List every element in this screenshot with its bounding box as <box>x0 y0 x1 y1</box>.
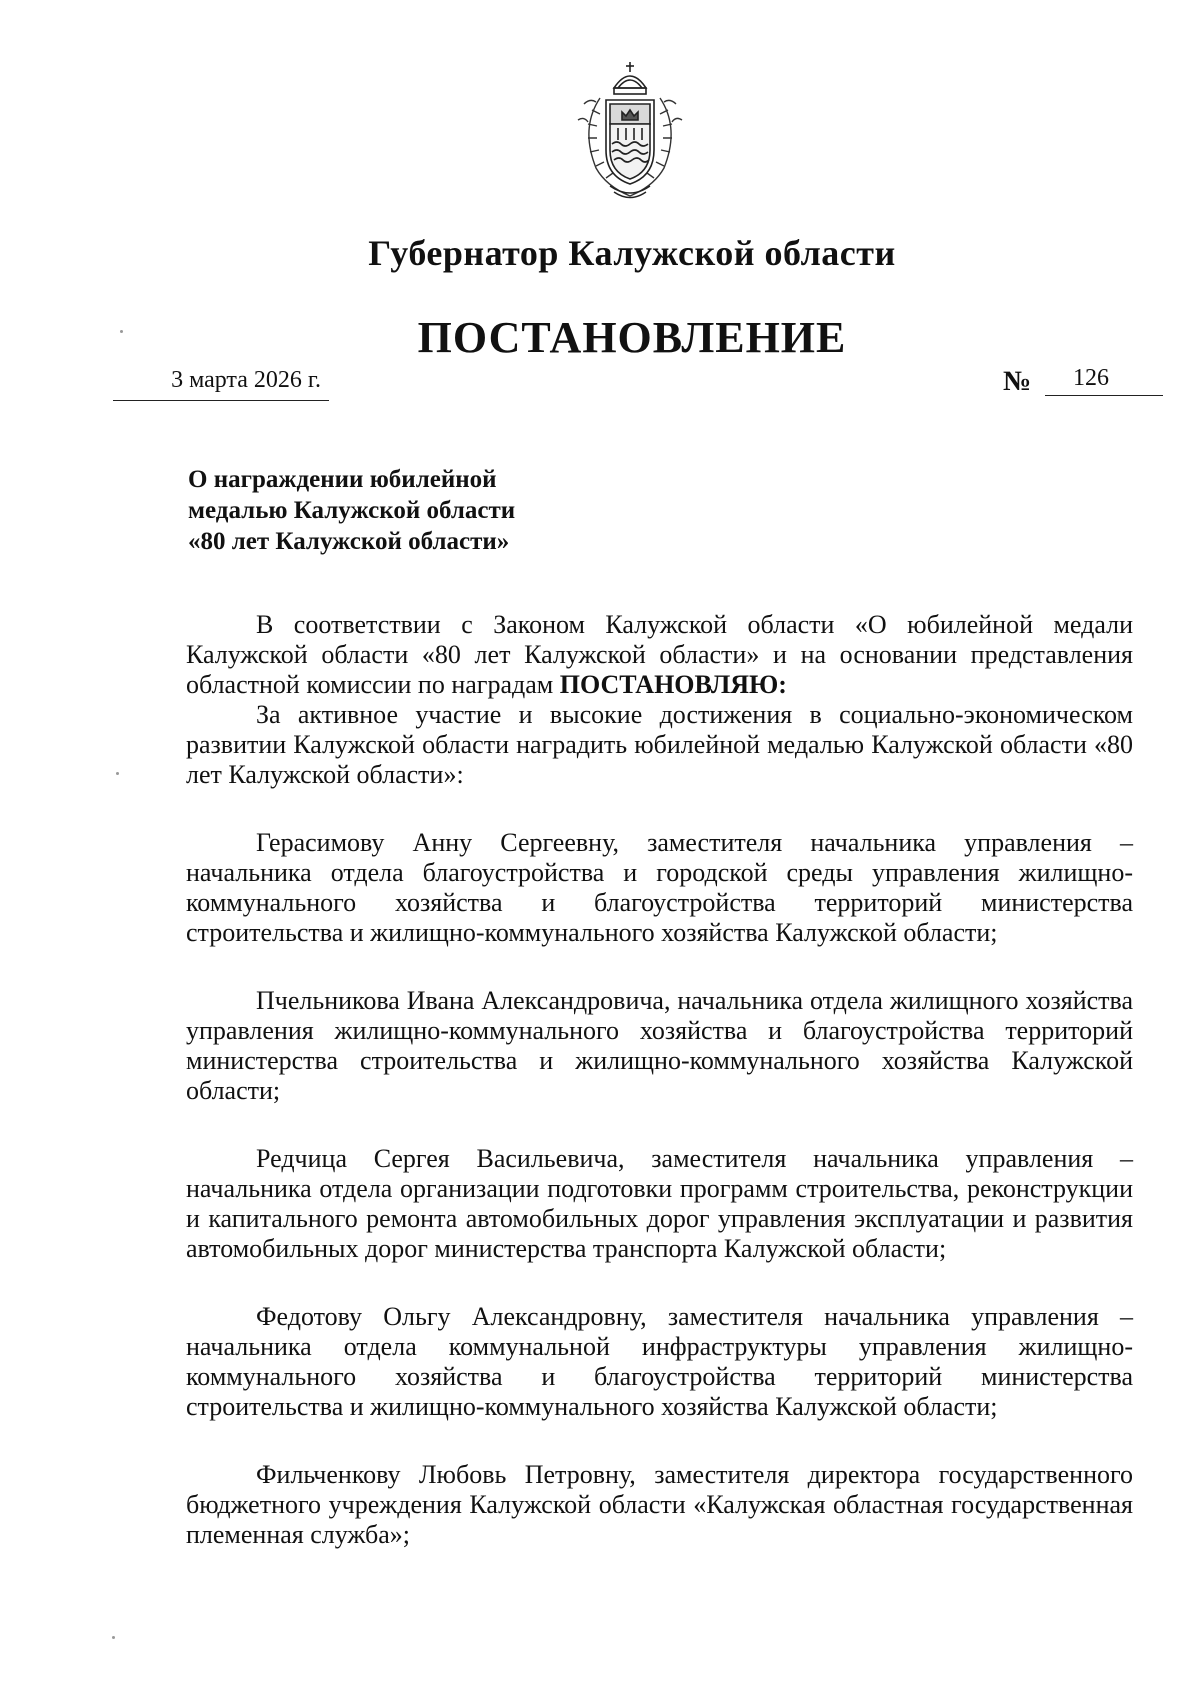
issuing-authority: Губернатор Калужской области <box>368 233 896 273</box>
decree-word: ПОСТАНОВЛЯЮ: <box>559 670 787 699</box>
subject-line: О награждении юбилейной <box>188 466 497 493</box>
scan-speck <box>112 1636 115 1639</box>
preamble-paragraph <box>186 610 1133 700</box>
awardee-paragraph: Пчельникова Ивана Александровича, начальника отдела жилищного хозяйства управления жилищно-коммунального хозяйства и благоустройства территорий министерства строительства и жилищно-коммунального хозяйства Калужской области; <box>186 986 1133 1105</box>
document-body <box>186 610 1133 1550</box>
subject-line: медалью Калужской области <box>188 497 516 524</box>
document-subject <box>188 464 608 557</box>
resolution-paragraph: За активное участие и высокие достижения в социально-экономическом развитии Калужской области наградить юбилейной медалью Калужской области «80 лет Калужской области»: <box>186 700 1133 789</box>
awardee-paragraph: Редчица Сергея Васильевича, заместителя начальника управления – начальника отдела организации подготовки программ строительства, реконструкции и капитального ремонта автомобильных дорог управления эксплуатации и развития автомобильных дорог министерства транспорта Калужской области; <box>186 1144 1133 1263</box>
awardee-paragraph: Федотову Ольгу Александровну, заместителя начальника управления – начальника отдела коммунальной инфраструктуры управления жилищно-коммунального хозяйства и благоустройства территорий министерства строительства и жилищно-коммунального хозяйства Калужской области; <box>186 1302 1133 1421</box>
document-date: 3 марта 2026 г. <box>171 367 321 393</box>
scan-speck <box>120 330 123 333</box>
document-type-title: ПОСТАНОВЛЕНИЕ <box>417 313 847 362</box>
document-date-field <box>113 360 329 401</box>
number-sign: № <box>1003 366 1032 397</box>
subject-line: «80 лет Калужской области» <box>188 528 510 555</box>
awardee-paragraph: Герасимову Анну Сергеевну, заместителя начальника управления – начальника отдела благоустройства и городской среды управления жилищно-коммунального хозяйства и благоустройства территорий министерства строительства и жилищно-коммунального хозяйства Калужской области; <box>186 828 1133 947</box>
document-number-field <box>1003 362 1163 402</box>
preamble-text: В соответствии с Законом Калужской области «О юбилейной медали Калужской области «80 лет Калужской области» и на основании представления областной комиссии по наградам <box>186 610 1133 699</box>
document-number: 126 <box>1073 365 1109 391</box>
scan-speck <box>116 772 119 775</box>
number-underline <box>1045 395 1163 396</box>
awardee-paragraph: Фильченкову Любовь Петровну, заместителя директора государственного бюджетного учреждения Калужской области «Калужская областная государственная племенная служба»; <box>186 1460 1133 1549</box>
coat-of-arms-emblem <box>570 58 690 203</box>
